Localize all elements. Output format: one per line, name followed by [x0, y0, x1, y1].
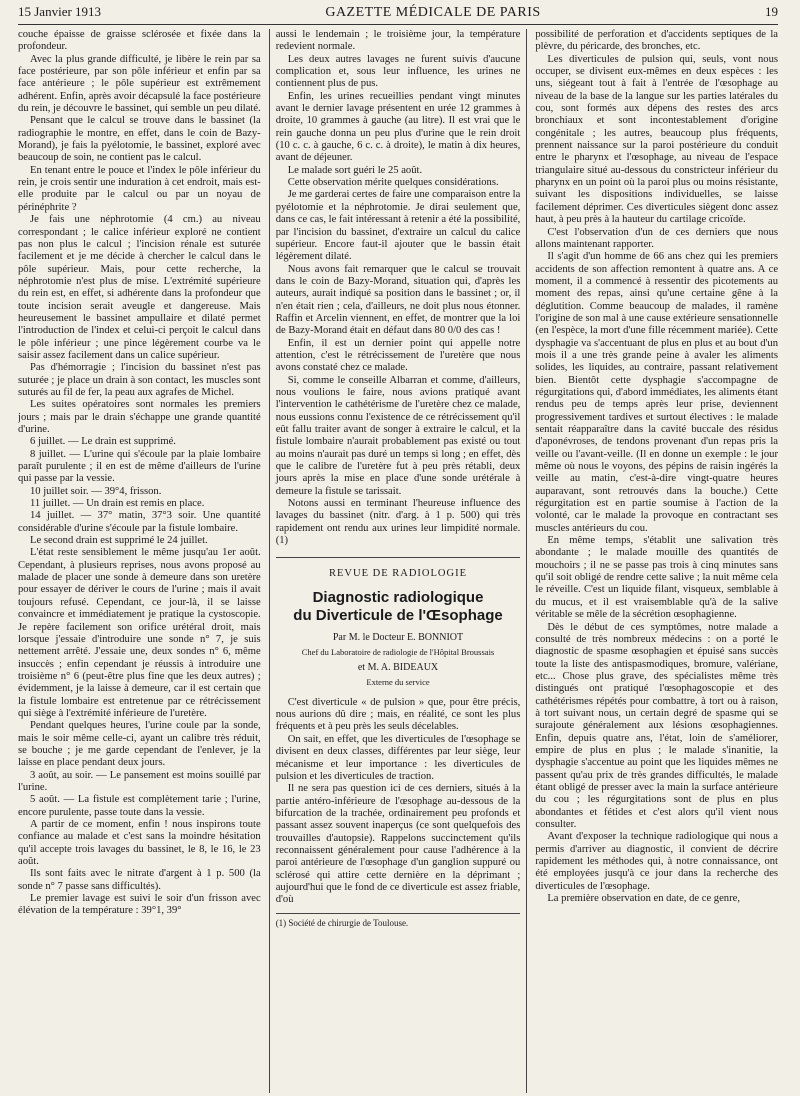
column-left — [18, 29, 261, 1093]
paragraph: L'état reste sensiblement le même jusqu'au 1er août. Cependant, à plusieurs reprises, nous avons proposé au malade de placer une sonde à demeure dans son uretère pour essayer de dériver le cours de l'urine ; mais il avait toujours refusé. Cependant, ce jour-là, il se laisse convaincre et immédiatement je pratique la cystoscopie. Je repère facilement son orifice urétéral droit, mais lorsque j'essaie d'introduire une sonde n° 7, je suis nettement arrêté. J'essaie une, deux sondes n° 6, même insuccès ; enfin cependant je réussis à introduire une troisième n° 6 (peut-être plus fine que les deux autres) ; évidemment, je la laisse à demeure, car il est certain que la fistule lombaire est entretenue par ce rétrécissement qui siège à l'extrémité inférieure de l'uretère. — [18, 547, 261, 719]
paragraph: Ils sont faits avec le nitrate d'argent à 1 p. 500 (la sonde n° 7 passe sans difficultés). — [18, 868, 261, 892]
author-2: et M. A. BIDEAUX — [357, 661, 439, 673]
paragraph: La première observation en date, de ce genre, — [547, 893, 740, 905]
article-title — [276, 589, 521, 625]
paragraph: Je me garderai certes de faire une comparaison entre la pyélotomie et la néphrotomie. Je dirai seulement que, dans ce cas, le fait intéressant à retenir a été la possibilité, par l'incision du bassinet, d'extraire un calcul du calice supérieur. Encore faut-il ajouter que le bassin était légèrement dilaté. — [275, 189, 521, 263]
issue-date: 15 Janvier 1913 — [18, 4, 102, 19]
column-middle — [269, 29, 528, 1093]
paragraph: Enfin, il est un dernier point qui appelle notre attention, c'est le rétrécissement de l'uretère que nous avons constaté chez ce malade. — [275, 337, 521, 374]
paragraph: Le premier lavage est suivi le soir d'un frisson avec élévation de la température : 39°1, 39° — [18, 893, 261, 917]
article-title-line1: Diagnostic radiologique — [312, 588, 484, 606]
paragraph: 14 juillet. — 37° matin, 37°3 soir. Une quantité considérable d'urine s'écoule par la fistule lombaire. — [18, 510, 261, 534]
paragraph: Avec la plus grande difficulté, je libère le rein par sa face postérieure, par son pôle inférieur et enfin par sa face antérieure ; le pôle supérieur est extrêmement adhérent. Enfin, après avoir décapsulé la face postérieure du rein, je découvre le bassinet, qui semble un peu dilaté. — [18, 53, 261, 115]
author-1: Par M. le Docteur E. BONNIOT — [332, 631, 464, 643]
paragraph: Si, comme le conseille Albarran et comme, d'ailleurs, nous voulions le faire, nous avions pratiqué avant l'intervention le cathétérisme de l'uretère chez ce malade, nous eussions connu l'existence de ce rétrécissement qu'il eût fallu traiter avant de songer à extraire le calcul, et la fistule lombaire n'aurait probablement pas existé ou tout au moins n'aurait pas duré un temps si long ; en effet, dès que le calibre de l'uretère fut à peu près rétabli, deux jours après la mise en place d'une sonde urétérale à demeure la fistule se tarissait. — [275, 374, 521, 497]
footnote: (1) Société de chirurgie de Toulouse. — [276, 913, 521, 929]
paragraph: Notons aussi en terminant l'heureuse influence des lavages du bassinet (nitr. d'arg. à 1 p. 500) qui très rapidement ont rendu aux urines leur limpidité normale. (1) — [275, 498, 521, 547]
article-title-line2: du Diverticule de l'Œsophage — [293, 606, 503, 624]
paragraph: Pensant que le calcul se trouve dans le bassinet (la radiographie le montre, en effet, dans le coin de Bazy-Morand), je fais la pyélotomie, le bassinet, exploré avec beaucoup de soin, ne contient pas le calcul. — [18, 115, 261, 164]
paragraph: En tenant entre le pouce et l'index le pôle inférieur du rein, je crois sentir une induration à cet endroit, mais est-elle produite par le calcul ou par un noyau de périnéphrite ? — [18, 164, 261, 213]
paragraph: Les suites opératoires sont normales les premiers jours ; mais par le drain s'échappe une grande quantité d'urine. — [18, 399, 261, 435]
column-right — [535, 29, 778, 1093]
paragraph: C'est l'observation d'un de ces derniers que nous allons maintenant rapporter. — [535, 226, 779, 250]
paragraph: Il s'agit d'un homme de 66 ans chez qui les premiers accidents de son affection remontent à quatre ans. A ce moment, il a commencé à ressentir des picotements au moment des repas, ainsi qu'une certaine gêne à la déglutition. Comme beaucoup de malades, il ramène l'origine de son mal à une cause extérieure sensationnelle (en l'espèce, la mort d'une fille récemment mariée). Cette dysphagie va s'accentuant de plus en plus et au bout d'un mois il a une très grande peine à avaler les aliments solides, les liquides, au contraire, passant relativement bien. Bientôt cette dysphagie s'accompagne de régurgitations qui, d'abord immédiates, les aliments étant rendus peu de temps après leur prise, deviennent progressivement tardives et surtout électives : le malade sentait réapparaître dans la cavité buccale des résidus d'aponévroses, de tendons provenant d'un repas pris la veille ou l'avant-veille. (Il en donne un exemple : le jour même où nous le voyons, des pépins de raisin ingérés la veille au matin, c'est-à-dire vingt-quatre heures auparavant, sont retrouvés dans la bouche.) Cette régurgitation est en partie soumise à l'action de la volonté, car le malade la provoque en contractant ses muscles antérieurs du cou. — [535, 251, 779, 534]
previous-article-end — [276, 29, 521, 547]
journal-title: GAZETTE MÉDICALE DE PARIS — [325, 5, 541, 20]
paragraph: Le malade sort guéri le 25 août. — [287, 164, 423, 176]
paragraph: Cette observation mérite quelques considérations. — [287, 177, 499, 189]
paragraph: aussi le lendemain ; le troisième jour, la température redevient normale. — [275, 29, 521, 53]
paragraph: On sait, en effet, que les diverticules de l'œsophage se divisent en deux classes, différentes par leur siège, leur mécanisme et leur importance : les diverticules de pulsion et les diverticules de traction. — [275, 733, 521, 782]
author-1-role: Chef du Laboratoire de radiologie de l'Hôpital Broussais — [301, 646, 495, 657]
paragraph: couche épaisse de graisse sclérosée et fixée dans la profondeur. — [18, 29, 261, 53]
text-columns — [18, 29, 778, 1093]
paragraph: 5 août. — La fistule est complètement tarie ; l'urine, encore purulente, passe toute dans la vessie. — [18, 794, 261, 818]
paragraph: 11 juillet. — Un drain est remis en place. — [30, 498, 205, 510]
page-number: 19 — [764, 4, 778, 19]
page-header — [18, 4, 778, 25]
article-body-start — [276, 697, 521, 907]
paragraph: Le second drain est supprimé le 24 juillet. — [30, 535, 208, 547]
paragraph: Enfin, les urines recueillies pendant vingt minutes avant le dernier lavage présentent en urée 12 grammes à droite, 10 grammes à gauche (au litre). Il est vrai que le rein gauche donna un peu plus d'urine que le rein droit (10 c. c. à gauche, 6 c. c. à droite), le matin à dix heures, avant de déjeuner. — [275, 90, 521, 164]
paragraph: C'est diverticule « de pulsion » que, pour être précis, nous aurions dû dire ; mais, en réalité, ce sont les plus fréquents et à peu près les seuls décelables. — [275, 696, 521, 733]
section-rubric: REVUE DE RADIOLOGIE — [276, 557, 521, 580]
paragraph: 10 juillet soir. — 39°4, frisson. — [30, 485, 162, 497]
paragraph: Dès le début de ces symptômes, notre malade a consulté de très nombreux médecins : on a porté le diagnostic de spasme œsophagien et épuisé sans succès toute la liste des antispasmodiques, bromure, valériane, etc... Chose plus grave, des spécialistes même très distingués ont pratiqué l'œsophagoscopie et des cathétérismes répétés pour combattre, à tort ou à raison, à tort suivant nous, un certain degré de spasme qui se surajoute généralement aux lésions œsophagiennes. Enfin, depuis quatre ans, l'état, loin de s'améliorer, empire de plus en plus ; le malade s'inanitie, la dysphagie s'accentue au point que les liquides mêmes ne passent qu'au prix de très grandes difficultés, le malade étant obligé de presser avec la main la surface antérieure du cou ; les régurgitations sont de plus en plus abondantes et fétides et c'est alors qu'il vient nous consulter. — [535, 621, 779, 830]
paragraph: Pas d'hémorragie ; l'incision du bassinet n'est pas suturée ; je place un drain à son contact, les muscles sont suturés au fil de fer, la peau aux agrafes de Michel. — [18, 362, 261, 398]
author-2-role: Externe du service — [366, 676, 430, 687]
paragraph: Avant d'exposer la technique radiologique qui nous a permis d'arriver au diagnostic, il convient de décrire rapidement les méthodes qui, à notre connaissance, ont été employées jusqu'à ce jour dans la recherche des diverticules de l'œsophage. — [535, 831, 779, 892]
paragraph: Les diverticules de pulsion qui, seuls, vont nous occuper, se divisent eux-mêmes en deux espèces : les uns, siégeant tout à fait à l'entrée de l'œsophage au niveau de la base de la langue sur les parties latérales du cou, sont formés aux dépens des restes des arcs bronchiaux et sont incontestablement d'origine congénitale ; les autres, beaucoup plus fréquents, prennent naissance sur la paroi postérieure du conduit entre le pharynx et l'œsophage, au niveau de l'espace triangulaire situé au-dessous du constricteur inférieur du pharynx en un point où la paroi plus ou moins résistante, suivant les dispositions individuelles, se laisse facilement déprimer. Ces diverticules siègent donc assez haut, à peu près à la hauteur du cartilage cricoïde. — [535, 53, 779, 226]
paragraph: possibilité de perforation et d'accidents septiques de la plèvre, du péricarde, des bronches, etc. — [535, 29, 779, 53]
paragraph: 8 juillet. — L'urine qui s'écoule par la plaie lombaire paraît purulente ; il en est de même d'ailleurs de l'urine qui passe par la vessie. — [18, 448, 261, 485]
paragraph: En même temps, s'établit une salivation très abondante ; le malade mouille des quantités de mouchoirs ; il ne se passe pas trois à cinq minutes sans qu'il soit obligé de rendre cette salive ; la nuit même cela le réveille. C'est un liquide filant, visqueux, semblable à du mucus, et il est vraisemblable qu'à de la salive véritable se mêle de la sécrétion œsophagienne. — [535, 535, 779, 621]
paragraph: Nous avons fait remarquer que le calcul se trouvait dans le coin de Bazy-Morand, situation qui, d'après les auteurs, aurait indiqué sa position dans le bassinet ; or, il n'en était rien ; cela, d'ailleurs, ne doit plus nous étonner. Raffin et Arcelin viennent, en effet, de montrer que la loi de Bazy-Morand était en défaut dans 80 0/0 des cas ! — [275, 263, 521, 337]
paragraph: Pendant quelques heures, l'urine coule par la sonde, mais le soir même celle-ci, ayant un calibre très réduit, se bouche ; je me garde cependant de l'enlever, je la laisse en place pendant deux jours. — [18, 720, 261, 769]
paragraph: A partir de ce moment, enfin ! nous inspirons toute confiance au malade et c'est sans la moindre hésitation qu'il accepte trois lavages du bassinet, le 8, le 16, le 23 août. — [18, 819, 261, 868]
paragraph: Il ne sera pas question ici de ces derniers, situés à la partie antéro-inférieure de l'œsophage au-dessous de la bifurcation de la trachée, ordinairement peu profonds et passant assez souvent inaperçus (ce sont quelquefois des trouvailles d'autopsie). Rappelons succinctement qu'ils reconnaissent généralement pour cause l'adhérence à la paroi antérieure de l'œsophage d'un ganglion suppuré ou sclérosé qui attire cette dernière en la déprimant ; aujourd'hui que le fond de ce diverticule est assez friable, d'où — [275, 783, 521, 906]
paragraph: Je fais une néphrotomie (4 cm.) au niveau correspondant ; le calice inférieur exploré ne contient pas non plus le calcul ; l'incision rénale est suturée facilement et je me décide à chercher le calcul dans le pôle supérieur. Mais, pour cette recherche, la néphrotomie n'est plus de mise. L'extrémité supérieure du rein est, en effet, si adhérente dans la profondeur que toute incision serait aveugle et dangereuse. Mais heureusement le bassinet ampullaire et dilaté permet l'introduction de l'index et celui-ci perçoit le calcul dans le pôle inférieur ; une pince légèrement courbe va le saisir assez facilement dans un calice supérieur. — [18, 214, 261, 361]
paragraph: Les deux autres lavages ne furent suivis d'aucune complication et, sous leur influence, les urines ne contiennent plus de pus. — [275, 53, 521, 90]
paragraph: 6 juillet. — Le drain est supprimé. — [30, 436, 176, 448]
paragraph: 3 août, au soir. — Le pansement est moins souillé par l'urine. — [18, 769, 261, 793]
